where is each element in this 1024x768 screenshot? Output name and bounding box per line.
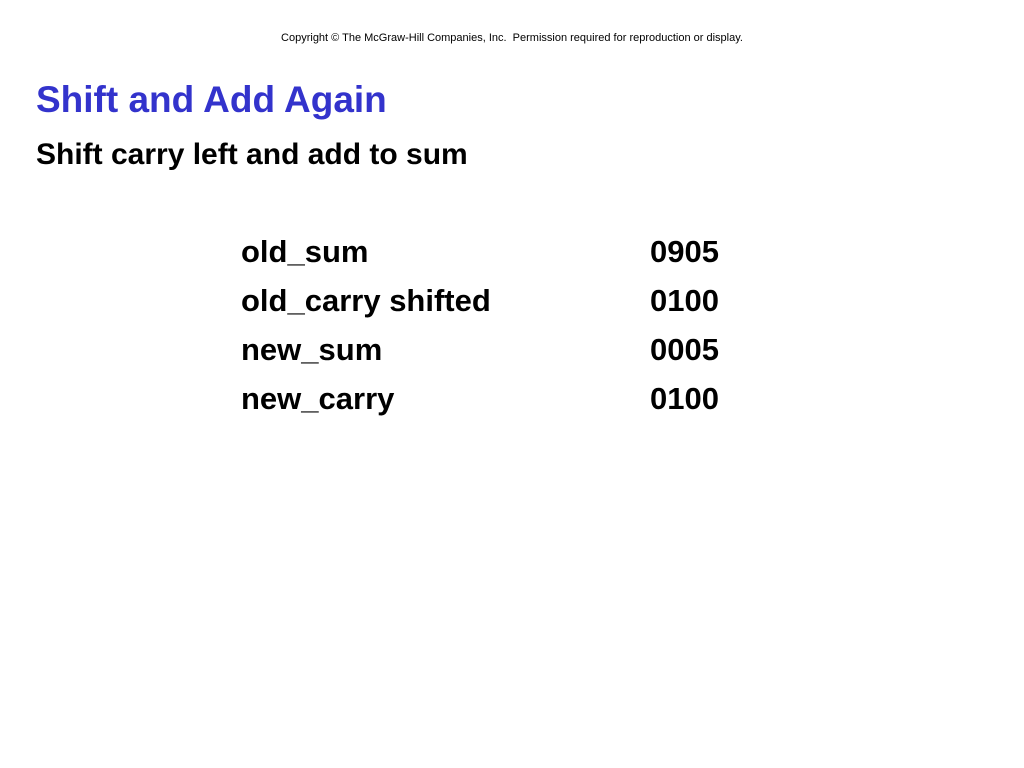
table-row-new-carry bbox=[241, 380, 719, 429]
table-row-new-sum bbox=[241, 331, 719, 380]
row-value: 0100 bbox=[650, 381, 719, 416]
table-row-old-carry-shifted bbox=[241, 282, 719, 331]
row-label: old_carry shifted bbox=[241, 283, 491, 318]
row-value: 0905 bbox=[650, 234, 719, 269]
row-label: new_sum bbox=[241, 332, 383, 367]
table-row-old-sum bbox=[241, 233, 719, 282]
slide-subtitle: Shift carry left and add to sum bbox=[36, 138, 468, 171]
row-label: new_carry bbox=[241, 381, 395, 416]
row-value: 0100 bbox=[650, 283, 719, 318]
slide-title: Shift and Add Again bbox=[36, 79, 387, 120]
copyright-notice: Copyright © The McGraw-Hill Companies, Inc. Permission required for reproduction or display. bbox=[281, 32, 743, 44]
value-table bbox=[241, 233, 719, 429]
row-label: old_sum bbox=[241, 234, 369, 269]
row-value: 0005 bbox=[650, 332, 719, 367]
